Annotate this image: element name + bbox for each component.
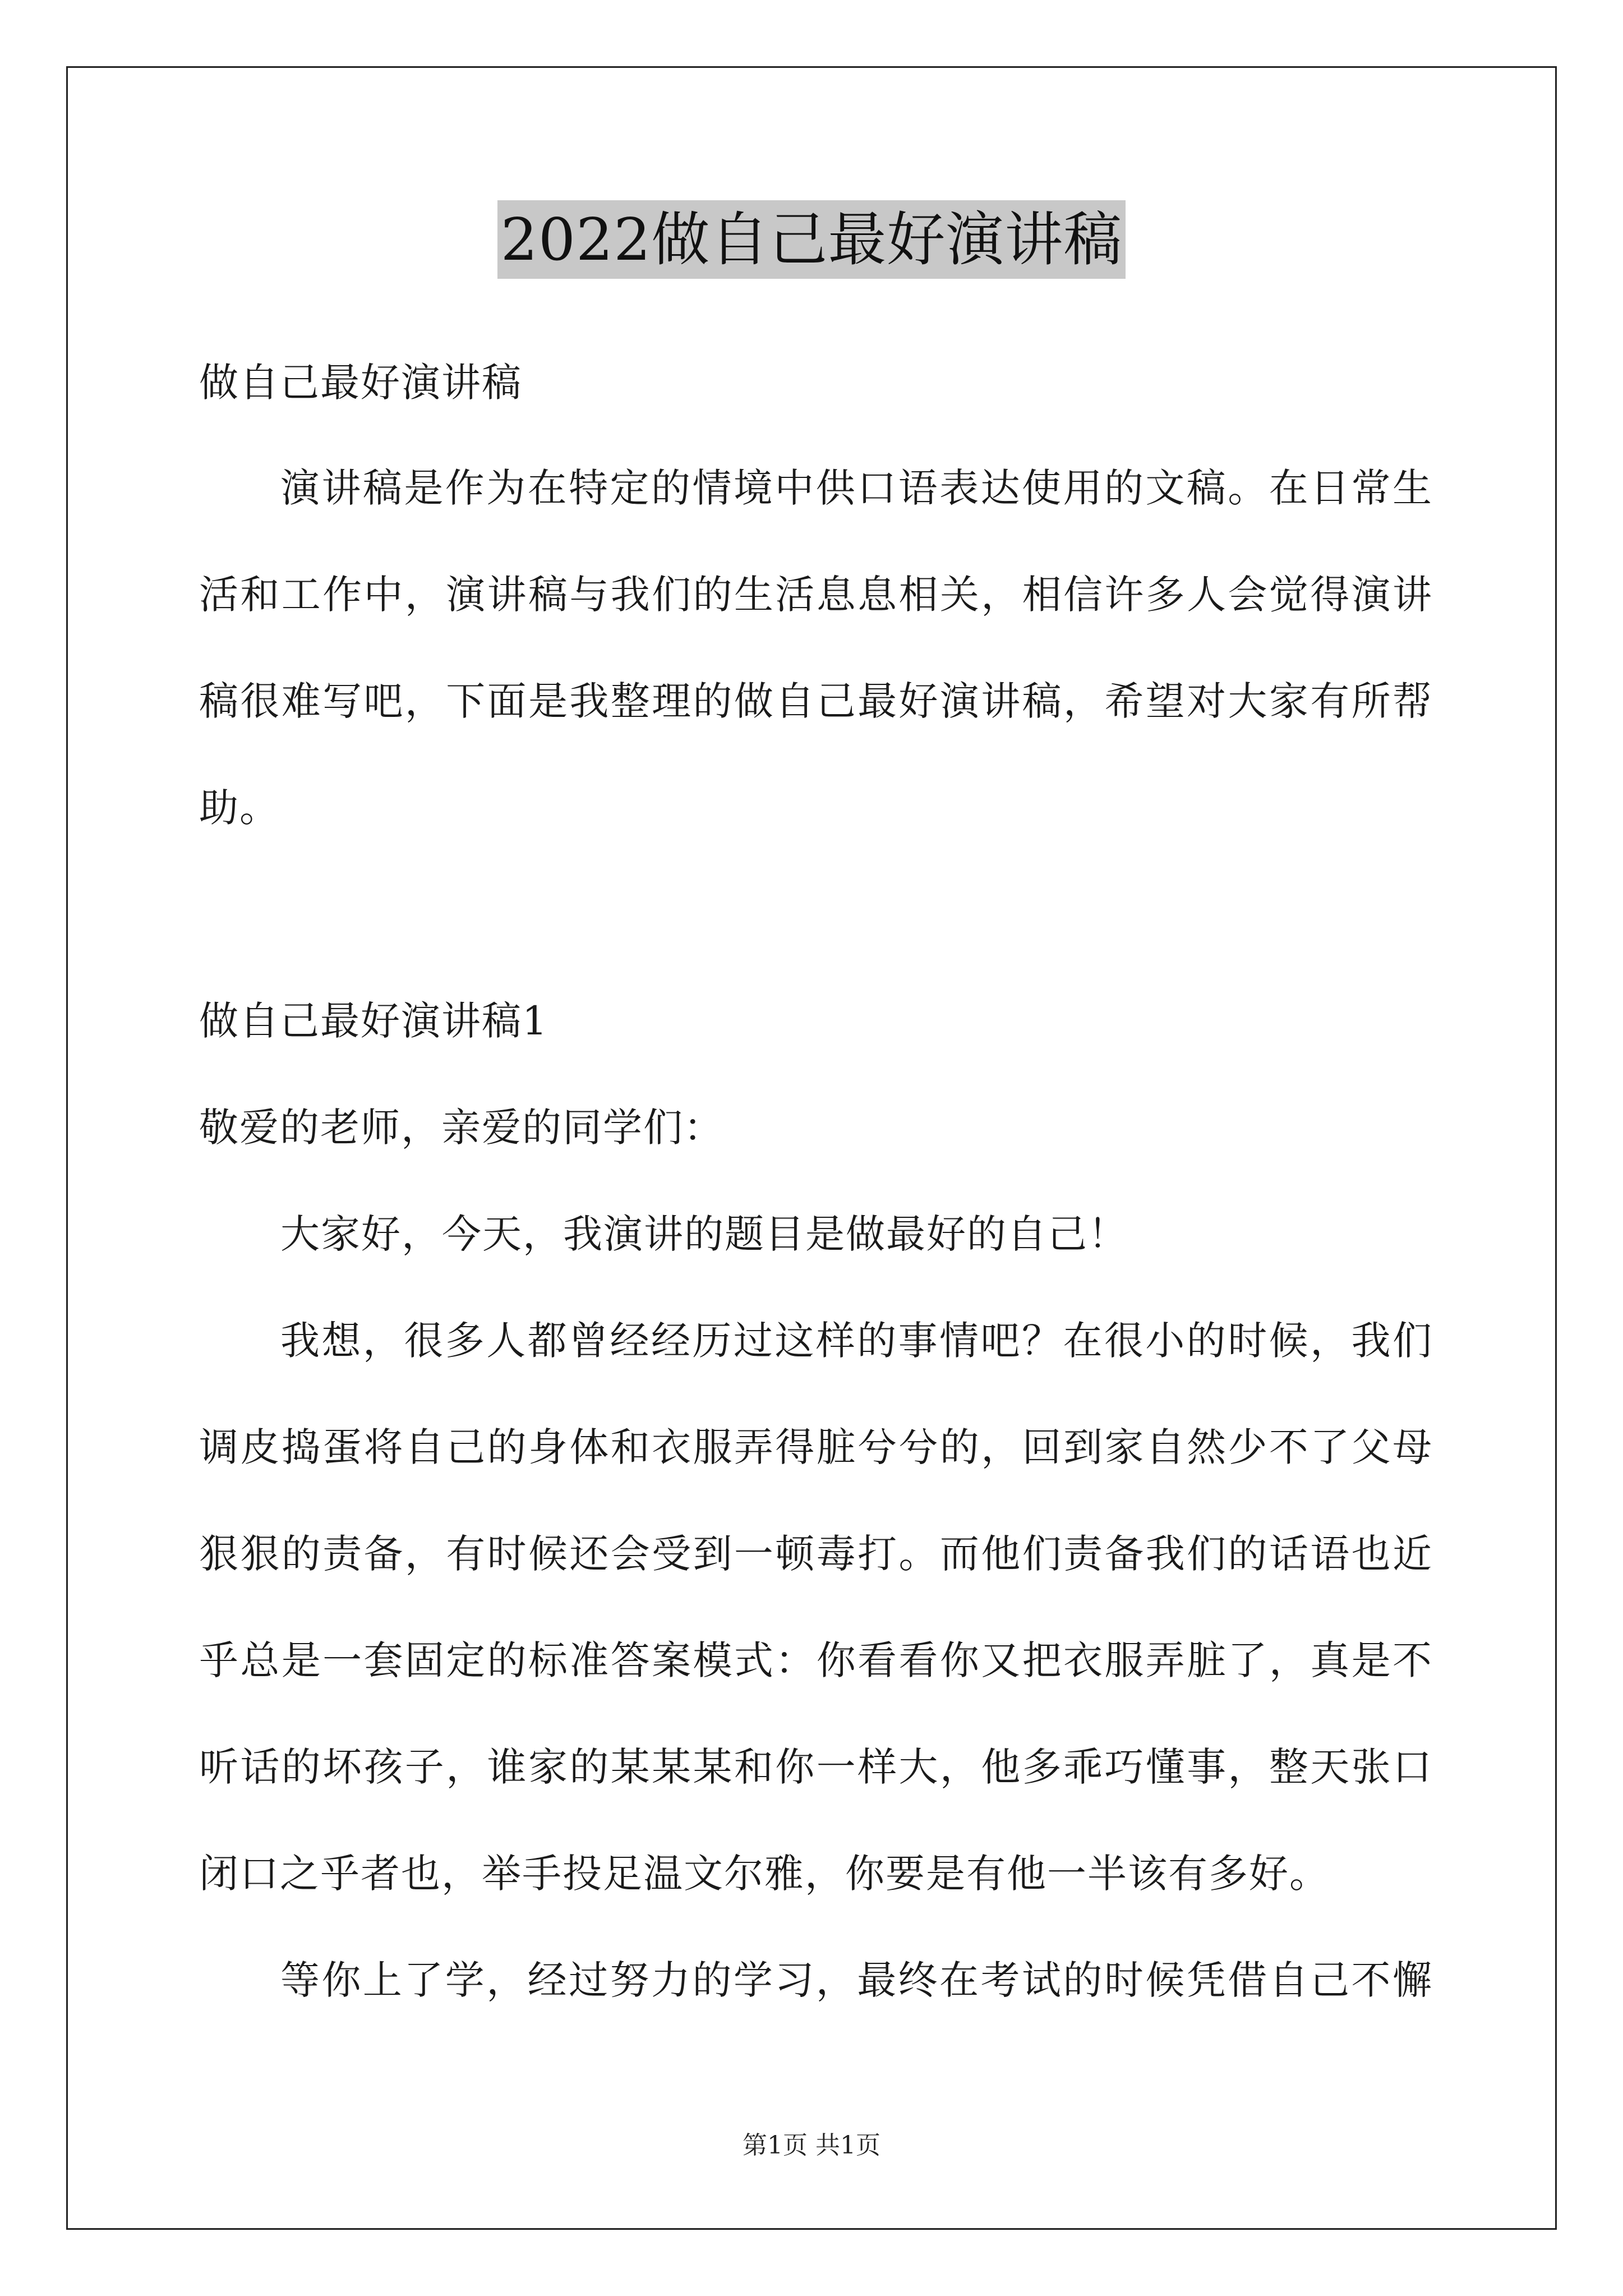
paragraph-line: 等你上了学，经过努力的学习，最终在考试的时候凭借自己不懈 [280, 1957, 1433, 2003]
intro-line: 演讲稿是作为在特定的情境中供口语表达使用的文稿。在日常生 [280, 465, 1433, 511]
document-title: 2022做自己最好演讲稿 [497, 200, 1126, 279]
section-heading: 做自己最好演讲稿1 [199, 998, 548, 1044]
subtitle: 做自己最好演讲稿 [199, 360, 522, 406]
title-container [0, 200, 1623, 279]
paragraph-line: 狠狠的责备，有时候还会受到一顿毒打。而他们责备我们的话语也近 [199, 1531, 1433, 1577]
paragraph-line: 我想，很多人都曾经经历过这样的事情吧？在很小的时候，我们 [280, 1318, 1433, 1364]
greeting-paragraph: 大家好，今天，我演讲的题目是做最好的自己！ [280, 1211, 1128, 1257]
intro-line: 助。 [199, 785, 280, 831]
page-footer: 第1页 共1页 [743, 2131, 880, 2160]
paragraph-line: 听话的坏孩子，谁家的某某某和你一样大，他多乖巧懂事，整天张口 [199, 1744, 1433, 1790]
paragraph-line: 闭口之乎者也，举手投足温文尔雅，你要是有他一半该有多好。 [199, 1851, 1330, 1897]
paragraph-line: 调皮捣蛋将自己的身体和衣服弄得脏兮兮的，回到家自然少不了父母 [199, 1424, 1433, 1470]
intro-line: 活和工作中，演讲稿与我们的生活息息相关，相信许多人会觉得演讲 [199, 572, 1433, 618]
intro-line: 稿很难写吧，下面是我整理的做自己最好演讲稿，希望对大家有所帮 [199, 678, 1433, 724]
salutation: 敬爱的老师，亲爱的同学们： [199, 1105, 724, 1151]
paragraph-line: 乎总是一套固定的标准答案模式：你看看你又把衣服弄脏了，真是不 [199, 1637, 1433, 1683]
